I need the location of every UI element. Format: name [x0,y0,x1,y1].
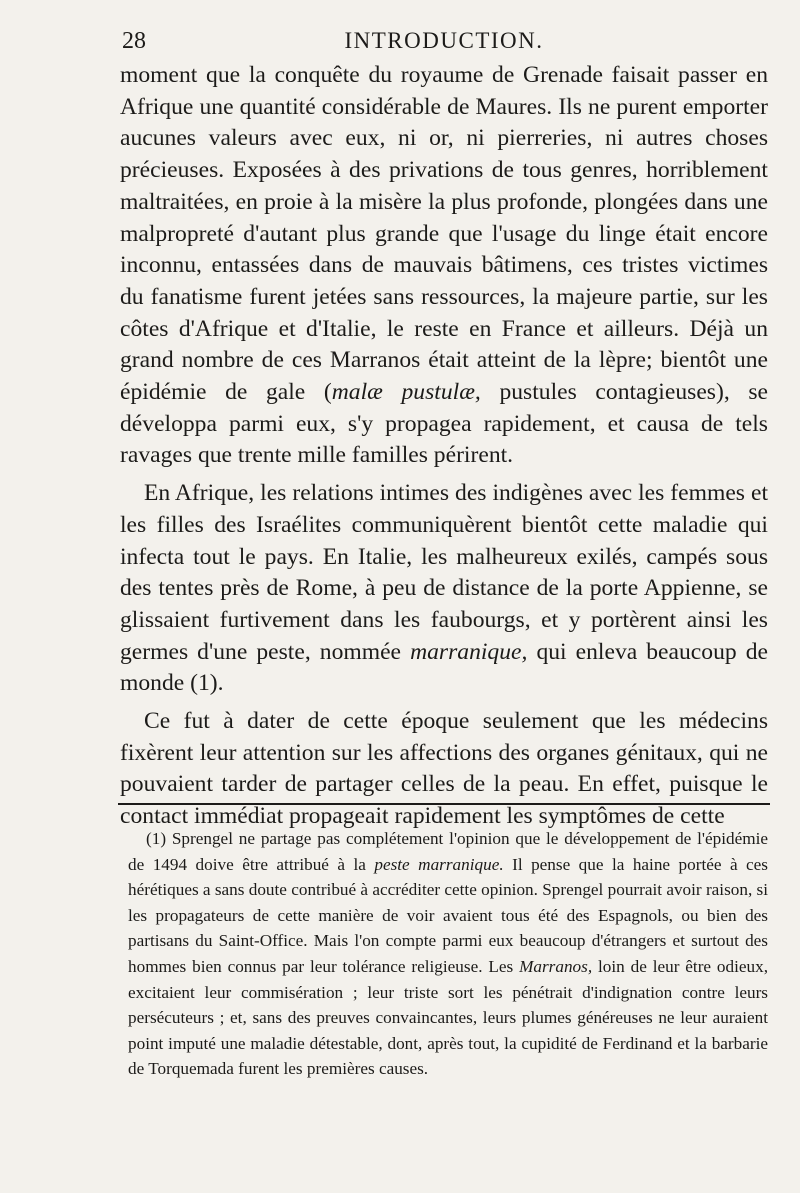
paragraph-1-text-a: moment que la conquête du royaume de Grenade faisait passer en Afrique une quantité considérable de Maures. Ils ne purent emporter aucunes valeurs avec eux, ni or, ni pierreries, ni autres choses précieuses. Exposées à des privations de tous genres, horriblement maltraitées, en proie à la misère la plus profonde, plongées dans une malpropreté d'autant plus grande que l'usage du linge était encore inconnu, entassées dans de mauvais bâtimens, ces tristes victimes du fanatisme furent jetées sans ressources, la majeure partie, sur les côtes d'Afrique et d'Italie, le reste en France et ailleurs. Déjà un grand nombre de ces Marranos était atteint de la lèpre; bientôt une épidémie de gale ( [120,62,768,406]
page-number: 28 [122,28,146,54]
footnote-text-a: (1) Sprengel ne partage pas complétement l'opinion que le développement de l'épidémie de 1494 doive être attribué à la [128,829,768,874]
paragraph-2 [120,478,768,700]
paragraph-2-text-a: En Afrique, les relations intimes des indigènes avec les femmes et les filles des Israélites communiquèrent bientôt cette maladie qui infecta tout le pays. En Italie, les malheureux exilés, campés sous des tentes près de Rome, à peu de distance de la porte Appienne, se glissaient furtivement dans les faubourgs, et y portèrent ainsi les germes d'une peste, nommée [120,480,768,665]
running-title: INTRODUCTION. [344,28,544,53]
footnote-italic-1: peste marranique. [374,854,504,874]
paragraph-1-text-b: pustules contagieuses), se développa parmi eux, s'y propagea rapidement, et causa de tels ravages que trente mille familles périrent. [120,379,768,469]
paragraph-2-italic: marranique, [410,638,528,665]
paragraph-3: Ce fut à dater de cette époque seulement que les médecins fixèrent leur attention sur les affections des organes génitaux, qui ne pouvaient tarder de partager celles de la peau. En effet, puisque le contact immédiat propageait rapidement les symptômes de cette [120,708,768,830]
paragraph-1 [120,60,768,472]
paragraph-1-italic: malæ pustulæ, [331,379,481,406]
footnote-italic-2: Marranos, [519,956,593,976]
paragraph-2-text-b: qui enleva beaucoup de monde (1). [120,638,768,697]
footnote-text-c: loin de leur être odieux, excitaient leur commisération ; leur triste sort les pénétrait d'indignation contre leurs persécuteurs ; et, sans des preuves convaincantes, leurs plumes généreuses ne leur auraient point imputé une maladie détestable, dont, après tout, la cupidité de Ferdinand et la barbarie de Torquemada furent les premières causes. [128,956,768,1079]
page-header [120,20,768,60]
footnote-paragraph [128,826,768,1082]
footnote-divider [118,803,770,805]
footnote-text-b: Il pense que la haine portée à ces hérétiques a sans doute contribué à accréditer cette opinion. Sprengel pourrait avoir raison, si les propagateurs de cette manière de voir avaient tous été des Espagnols, ou bien des partisans du Saint-Office. Mais l'on compte parmi eux beaucoup d'étrangers et surtout des hommes bien connus par leur tolérance religieuse. Les [128,854,769,976]
main-text [120,60,768,833]
footnote [128,826,768,1082]
